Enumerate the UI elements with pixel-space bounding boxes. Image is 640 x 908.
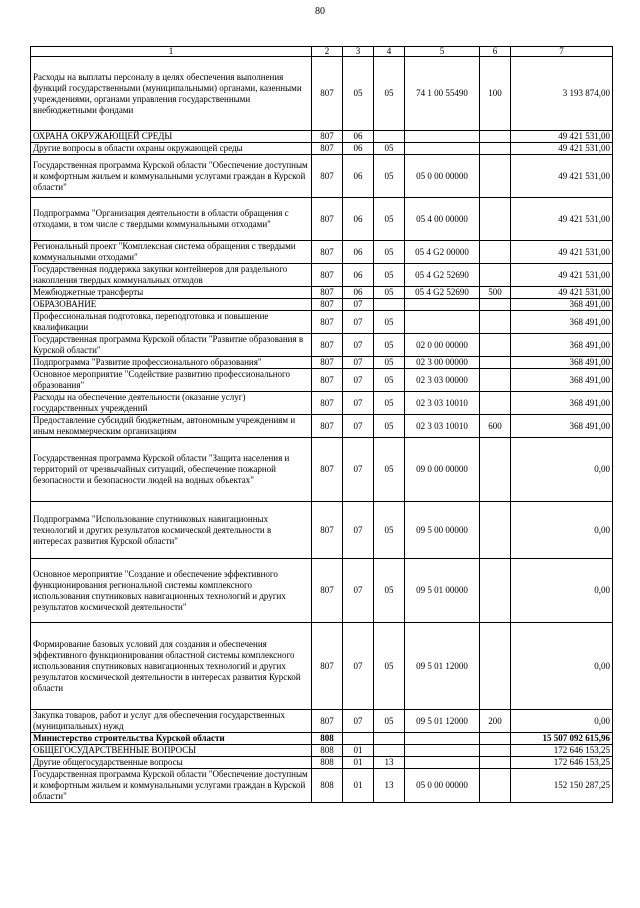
cell-name: Основное мероприятие "Создание и обеспечение эффективного функционирования региональной системы комплексного использования спутниковых навигационных технологий и других результатов космической деятельности" — [31, 559, 312, 623]
cell-sum: 152 150 287,25 — [511, 769, 613, 803]
cell-grbs: 807 — [312, 369, 343, 392]
table-row — [31, 299, 613, 311]
cell-grbs: 808 — [312, 769, 343, 803]
cell-grbs: 807 — [312, 57, 343, 131]
cell-grbs: 807 — [312, 131, 343, 143]
cell-pr: 05 — [374, 415, 405, 438]
cell-pr — [374, 733, 405, 745]
cell-vr — [480, 357, 511, 369]
cell-vr — [480, 143, 511, 155]
cell-vr — [480, 334, 511, 357]
cell-csr: 05 4 G2 52690 — [405, 264, 480, 287]
cell-csr: 05 4 G2 52690 — [405, 287, 480, 299]
table-row — [31, 264, 613, 287]
cell-csr — [405, 143, 480, 155]
cell-rz: 07 — [343, 334, 374, 357]
cell-grbs: 807 — [312, 392, 343, 415]
cell-sum: 368 491,00 — [511, 299, 613, 311]
cell-vr — [480, 502, 511, 559]
cell-pr: 05 — [374, 623, 405, 710]
cell-sum: 368 491,00 — [511, 392, 613, 415]
cell-csr: 05 0 00 00000 — [405, 769, 480, 803]
cell-name: ОБЩЕГОСУДАРСТВЕННЫЕ ВОПРОСЫ — [31, 745, 312, 757]
cell-rz: 07 — [343, 559, 374, 623]
page-number: 80 — [315, 6, 325, 17]
cell-vr — [480, 299, 511, 311]
cell-vr: 600 — [480, 415, 511, 438]
cell-vr — [480, 745, 511, 757]
cell-vr — [480, 733, 511, 745]
cell-vr — [480, 392, 511, 415]
cell-csr: 09 5 01 12000 — [405, 710, 480, 733]
cell-sum: 49 421 531,00 — [511, 155, 613, 198]
cell-name: ОБРАЗОВАНИЕ — [31, 299, 312, 311]
table-row — [31, 733, 613, 745]
cell-sum: 368 491,00 — [511, 357, 613, 369]
cell-name: Межбюджетные трансферты — [31, 287, 312, 299]
cell-csr: 05 4 G2 00000 — [405, 241, 480, 264]
table-row — [31, 287, 613, 299]
table-row — [31, 502, 613, 559]
cell-rz: 07 — [343, 438, 374, 502]
cell-vr — [480, 369, 511, 392]
cell-csr: 09 5 01 12000 — [405, 623, 480, 710]
table-row — [31, 438, 613, 502]
cell-sum: 3 193 874,00 — [511, 57, 613, 131]
cell-csr: 09 5 01 00000 — [405, 559, 480, 623]
cell-vr — [480, 769, 511, 803]
cell-grbs: 807 — [312, 143, 343, 155]
cell-sum: 368 491,00 — [511, 311, 613, 334]
cell-vr — [480, 155, 511, 198]
cell-name: Закупка товаров, работ и услуг для обеспечения государственных (муниципальных) нужд — [31, 710, 312, 733]
table-row — [31, 57, 613, 131]
budget-table — [30, 46, 613, 803]
cell-sum: 172 646 153,25 — [511, 757, 613, 769]
cell-sum: 0,00 — [511, 710, 613, 733]
header-cell: 5 — [405, 47, 480, 57]
cell-rz: 07 — [343, 357, 374, 369]
cell-rz: 07 — [343, 623, 374, 710]
cell-grbs: 807 — [312, 287, 343, 299]
cell-pr: 05 — [374, 264, 405, 287]
cell-name: Расходы на выплаты персоналу в целях обеспечения выполнения функций государственными (муниципальными) органами, казенными учреждениями, органами управления государственными внебюджетными фондами — [31, 57, 312, 131]
cell-pr — [374, 299, 405, 311]
cell-csr: 02 3 00 00000 — [405, 357, 480, 369]
cell-sum: 49 421 531,00 — [511, 287, 613, 299]
cell-name: Государственная программа Курской области "Развитие образования в Курской области" — [31, 334, 312, 357]
table-row — [31, 623, 613, 710]
cell-sum: 49 421 531,00 — [511, 131, 613, 143]
cell-csr — [405, 131, 480, 143]
header-cell: 2 — [312, 47, 343, 57]
cell-name: Основное мероприятие "Содействие развитию профессионального образования" — [31, 369, 312, 392]
cell-grbs: 808 — [312, 733, 343, 745]
cell-sum: 368 491,00 — [511, 334, 613, 357]
cell-pr: 05 — [374, 710, 405, 733]
table-row — [31, 241, 613, 264]
cell-name: Подпрограмма "Организация деятельности в области обращения с отходами, в том числе с твердыми коммунальными отходами" — [31, 198, 312, 241]
cell-rz: 07 — [343, 415, 374, 438]
cell-rz: 07 — [343, 710, 374, 733]
cell-pr: 05 — [374, 438, 405, 502]
cell-csr — [405, 299, 480, 311]
table-row — [31, 559, 613, 623]
cell-csr: 09 0 00 00000 — [405, 438, 480, 502]
cell-rz: 07 — [343, 311, 374, 334]
cell-rz: 07 — [343, 502, 374, 559]
cell-pr: 13 — [374, 769, 405, 803]
cell-pr — [374, 131, 405, 143]
table-row — [31, 143, 613, 155]
cell-vr — [480, 559, 511, 623]
cell-csr: 02 0 00 00000 — [405, 334, 480, 357]
cell-rz: 06 — [343, 198, 374, 241]
cell-sum: 0,00 — [511, 438, 613, 502]
cell-sum: 0,00 — [511, 502, 613, 559]
cell-sum: 49 421 531,00 — [511, 264, 613, 287]
cell-sum: 0,00 — [511, 559, 613, 623]
table-row — [31, 311, 613, 334]
cell-sum: 49 421 531,00 — [511, 198, 613, 241]
cell-vr — [480, 131, 511, 143]
cell-name: ОХРАНА ОКРУЖАЮЩЕЙ СРЕДЫ — [31, 131, 312, 143]
cell-sum: 0,00 — [511, 623, 613, 710]
cell-grbs: 807 — [312, 311, 343, 334]
cell-csr — [405, 757, 480, 769]
cell-vr: 100 — [480, 57, 511, 131]
header-cell: 3 — [343, 47, 374, 57]
cell-grbs: 807 — [312, 559, 343, 623]
cell-rz: 07 — [343, 369, 374, 392]
cell-vr — [480, 241, 511, 264]
cell-name: Подпрограмма "Использование спутниковых навигационных технологий и других результатов космической деятельности в интересах развития Курской области" — [31, 502, 312, 559]
cell-pr: 05 — [374, 357, 405, 369]
cell-csr: 74 1 00 55490 — [405, 57, 480, 131]
cell-rz: 06 — [343, 264, 374, 287]
cell-csr: 02 3 03 10010 — [405, 392, 480, 415]
cell-csr — [405, 311, 480, 334]
cell-name: Государственная программа Курской области "Защита населения и территорий от чрезвычайных ситуаций, обеспечение пожарной безопасности и безопасности людей на водных объектах" — [31, 438, 312, 502]
cell-pr: 05 — [374, 143, 405, 155]
cell-grbs: 808 — [312, 745, 343, 757]
cell-rz: 07 — [343, 392, 374, 415]
cell-pr: 05 — [374, 198, 405, 241]
cell-sum: 15 507 092 615,96 — [511, 733, 613, 745]
table-header-row — [31, 47, 613, 57]
cell-grbs: 807 — [312, 623, 343, 710]
cell-name: Профессиональная подготовка, переподготовка и повышение квалификации — [31, 311, 312, 334]
cell-rz: 06 — [343, 155, 374, 198]
table-row — [31, 745, 613, 757]
cell-vr — [480, 311, 511, 334]
cell-rz — [343, 733, 374, 745]
table-row — [31, 710, 613, 733]
cell-rz: 06 — [343, 131, 374, 143]
cell-grbs: 807 — [312, 241, 343, 264]
table-row — [31, 131, 613, 143]
cell-vr: 500 — [480, 287, 511, 299]
cell-name: Государственная поддержка закупки контейнеров для раздельного накопления твердых коммунальных отходов — [31, 264, 312, 287]
cell-name: Государственная программа Курской области "Обеспечение доступным и комфортным жильем и коммунальными услугами граждан в Курской области" — [31, 769, 312, 803]
table-row — [31, 357, 613, 369]
table-row — [31, 415, 613, 438]
cell-csr: 05 4 00 00000 — [405, 198, 480, 241]
cell-vr — [480, 438, 511, 502]
cell-csr: 09 5 00 00000 — [405, 502, 480, 559]
cell-vr — [480, 198, 511, 241]
header-cell: 4 — [374, 47, 405, 57]
cell-rz: 06 — [343, 143, 374, 155]
cell-pr: 05 — [374, 241, 405, 264]
cell-name: Формирование базовых условий для создания и обеспечения эффективного функционирования областной системы комплексного использования спутниковых навигационных технологий и других результатов космической деятельности в интересах развития Курской области — [31, 623, 312, 710]
cell-rz: 01 — [343, 769, 374, 803]
cell-name: Министерство строительства Курской области — [31, 733, 312, 745]
cell-rz: 01 — [343, 745, 374, 757]
cell-pr: 05 — [374, 559, 405, 623]
table-row — [31, 334, 613, 357]
table-row — [31, 155, 613, 198]
table-row — [31, 769, 613, 803]
cell-name: Расходы на обеспечение деятельности (оказание услуг) государственных учреждений — [31, 392, 312, 415]
cell-name: Другие общегосударственные вопросы — [31, 757, 312, 769]
cell-pr: 13 — [374, 757, 405, 769]
cell-sum: 368 491,00 — [511, 415, 613, 438]
cell-grbs: 807 — [312, 502, 343, 559]
cell-csr: 02 3 03 10010 — [405, 415, 480, 438]
cell-rz: 07 — [343, 299, 374, 311]
cell-csr: 02 3 03 00000 — [405, 369, 480, 392]
cell-pr: 05 — [374, 334, 405, 357]
cell-csr — [405, 733, 480, 745]
cell-pr: 05 — [374, 311, 405, 334]
cell-pr: 05 — [374, 155, 405, 198]
cell-rz: 01 — [343, 757, 374, 769]
cell-pr: 05 — [374, 502, 405, 559]
cell-grbs: 807 — [312, 334, 343, 357]
header-cell: 1 — [31, 47, 312, 57]
cell-name: Предоставление субсидий бюджетным, автономным учреждениям и иным некоммерческим организациям — [31, 415, 312, 438]
cell-pr — [374, 745, 405, 757]
cell-grbs: 807 — [312, 198, 343, 241]
cell-pr: 05 — [374, 369, 405, 392]
cell-grbs: 807 — [312, 357, 343, 369]
cell-grbs: 807 — [312, 438, 343, 502]
cell-pr: 05 — [374, 57, 405, 131]
cell-rz: 05 — [343, 57, 374, 131]
cell-grbs: 807 — [312, 415, 343, 438]
cell-grbs: 807 — [312, 299, 343, 311]
cell-vr — [480, 623, 511, 710]
cell-csr: 05 0 00 00000 — [405, 155, 480, 198]
table-row — [31, 757, 613, 769]
cell-grbs: 807 — [312, 710, 343, 733]
header-cell: 7 — [511, 47, 613, 57]
cell-grbs: 808 — [312, 757, 343, 769]
cell-sum: 368 491,00 — [511, 369, 613, 392]
cell-sum: 49 421 531,00 — [511, 241, 613, 264]
cell-name: Подпрограмма "Развитие профессионального образования" — [31, 357, 312, 369]
cell-name: Другие вопросы в области охраны окружающей среды — [31, 143, 312, 155]
cell-vr — [480, 757, 511, 769]
cell-name: Государственная программа Курской области "Обеспечение доступным и комфортным жильем и коммунальными услугами граждан в Курской области" — [31, 155, 312, 198]
table-row — [31, 392, 613, 415]
cell-vr — [480, 264, 511, 287]
cell-sum: 172 646 153,25 — [511, 745, 613, 757]
cell-grbs: 807 — [312, 155, 343, 198]
header-cell: 6 — [480, 47, 511, 57]
cell-csr — [405, 745, 480, 757]
cell-pr: 05 — [374, 287, 405, 299]
cell-vr: 200 — [480, 710, 511, 733]
cell-rz: 06 — [343, 241, 374, 264]
cell-rz: 06 — [343, 287, 374, 299]
table-row — [31, 369, 613, 392]
cell-sum: 49 421 531,00 — [511, 143, 613, 155]
table-row — [31, 198, 613, 241]
cell-pr: 05 — [374, 392, 405, 415]
cell-name: Региональный проект "Комплексная система обращения с твердыми коммунальными отходами" — [31, 241, 312, 264]
cell-grbs: 807 — [312, 264, 343, 287]
